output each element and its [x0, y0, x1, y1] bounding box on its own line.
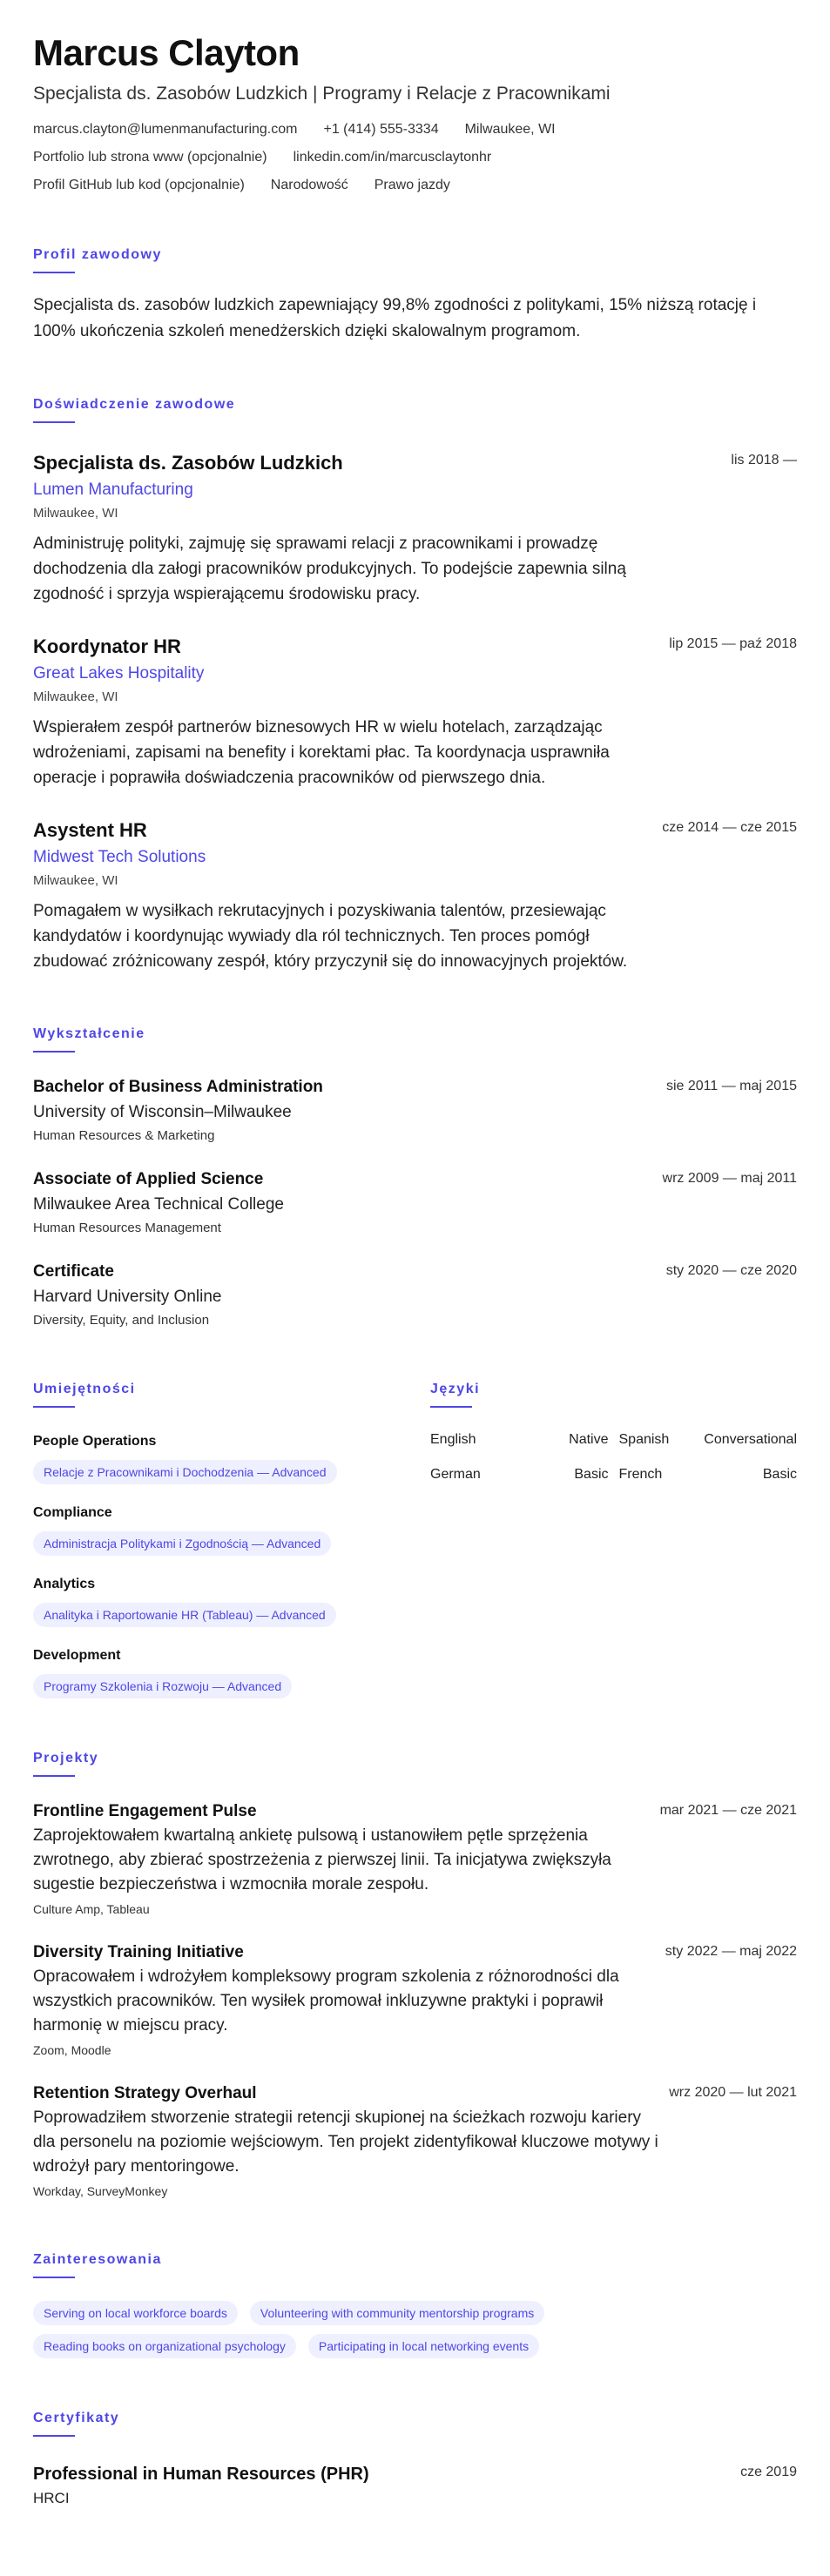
language-list [430, 1430, 797, 1484]
education-entry [33, 1169, 797, 1237]
education-dates: wrz 2009 — maj 2011 [662, 1171, 797, 1186]
contact-row-2 [33, 148, 797, 167]
certification-date: cze 2019 [740, 2465, 797, 2479]
location: Milwaukee, WI [464, 122, 556, 137]
portfolio-link[interactable]: Portfolio lub strona www (opcjonalnie) [33, 150, 267, 165]
phone-number[interactable]: +1 (414) 555-3334 [323, 122, 439, 137]
company-name: Great Lakes Hospitality [33, 664, 205, 683]
certification-entry [33, 2463, 797, 2508]
interest-tag: Participating in local networking events [308, 2334, 539, 2358]
interests-section [33, 2250, 797, 2358]
section-divider [33, 1051, 75, 1053]
job-location: Milwaukee, WI [33, 689, 118, 704]
field-of-study: Diversity, Equity, and Inclusion [33, 1313, 210, 1328]
email-link[interactable]: marcus.clayton@lumenmanufacturing.com [33, 122, 298, 137]
education-entry [33, 1077, 797, 1145]
skill-group [33, 1575, 430, 1627]
certifications-section [33, 2409, 797, 2508]
project-dates: mar 2021 — cze 2021 [659, 1803, 797, 1818]
job-description: Wspierałem zespół partnerów biznesowych HR w wielu hotelach, zarządzając wdrożeniami, zapisami na benefity i korektami płac. Ta koordynacja usprawniła operacje i poprawiła doświadczenia pracowników od pierwszego dnia. [33, 718, 610, 787]
section-title: Wykształcenie [33, 1026, 145, 1041]
linkedin-link[interactable]: linkedin.com/in/marcusclaytonhr [293, 150, 492, 165]
project-dates: wrz 2020 — lut 2021 [669, 2085, 797, 2100]
language-name: English [430, 1432, 476, 1447]
project-entry [33, 1942, 797, 2059]
project-title: Diversity Training Initiative [33, 1943, 244, 1961]
job-dates: cze 2014 — cze 2015 [662, 820, 797, 835]
education-section [33, 1025, 797, 1329]
section-divider [430, 1406, 472, 1408]
project-description: Zaprojektowałem kwartalną ankietę pulsową i ustanowiłem pętle sprzężenia zwrotnego, aby zbierać spostrzeżenia z pierwszej linii. Ta inicjatywa zwiększyła sugestie bezpieczeństwa i wzmocniła morale zespołu. [33, 1826, 611, 1893]
skill-group [33, 1503, 430, 1556]
certification-issuer: HRCI [33, 2490, 70, 2506]
experience-entry [33, 635, 797, 790]
section-divider [33, 421, 75, 423]
section-title: Projekty [33, 1751, 99, 1766]
skill-category: People Operations [33, 1434, 157, 1449]
job-description: Administruję polityki, zajmuję się sprawami relacji z pracownikami i prowadzę dochodzenia dla załogi pracowników produkcyjnych. To podejście zapewnia silną zgodność i sprzyja wspierającemu środowisku pracy. [33, 535, 626, 603]
skill-category: Development [33, 1648, 121, 1663]
job-title: Specjalista ds. Zasobów Ludzkich [33, 452, 343, 474]
section-title: Umiejętności [33, 1382, 136, 1396]
language-item [430, 1465, 609, 1484]
section-title: Zainteresowania [33, 2252, 162, 2267]
experience-entry [33, 451, 797, 607]
section-divider [33, 2277, 75, 2278]
job-title: Asystent HR [33, 819, 147, 841]
company-name: Lumen Manufacturing [33, 481, 193, 499]
skill-group [33, 1432, 430, 1484]
section-title: Doświadczenie zawodowe [33, 397, 236, 412]
interest-tag: Volunteering with community mentorship programs [250, 2301, 544, 2325]
language-level: Native [569, 1432, 609, 1447]
interest-list [33, 2301, 695, 2358]
section-divider [33, 1406, 75, 1408]
field-of-study: Human Resources & Marketing [33, 1128, 215, 1143]
section-divider [33, 1775, 75, 1777]
projects-section [33, 1749, 797, 2200]
driving-license: Prawo jazdy [374, 178, 450, 192]
skill-tag: Programy Szkolenia i Rozwoju — Advanced [33, 1674, 292, 1698]
school-name: Harvard University Online [33, 1288, 222, 1306]
skill-group [33, 1646, 430, 1698]
job-dates: lis 2018 — [731, 453, 797, 467]
education-dates: sty 2020 — cze 2020 [665, 1263, 797, 1278]
header [33, 31, 797, 195]
section-title: Certyfikaty [33, 2411, 120, 2425]
language-item [619, 1465, 798, 1484]
project-entry [33, 1801, 797, 1918]
nationality: Narodowość [270, 178, 348, 192]
job-location: Milwaukee, WI [33, 506, 118, 521]
language-item [430, 1430, 609, 1449]
section-title: Języki [430, 1382, 481, 1396]
skills-languages-row [33, 1380, 797, 1698]
project-description: Poprowadziłem stworzenie strategii retencji skupionej na ścieżkach rozwoju kariery dla personelu na poziomie wejściowym. Ten projekt zidentyfikował kluczowe motywy i wdrożył pary mentoringowe. [33, 2109, 658, 2176]
school-name: Milwaukee Area Technical College [33, 1195, 284, 1214]
school-name: University of Wisconsin–Milwaukee [33, 1103, 292, 1121]
degree: Bachelor of Business Administration [33, 1078, 323, 1096]
skill-tag: Administracja Politykami i Zgodnością — Advanced [33, 1531, 331, 1556]
language-name: German [430, 1467, 481, 1482]
job-dates: lip 2015 — paź 2018 [669, 636, 797, 651]
job-location: Milwaukee, WI [33, 873, 118, 888]
project-title: Retention Strategy Overhaul [33, 2084, 257, 2102]
section-divider [33, 272, 75, 273]
contact-row-3 [33, 176, 797, 195]
education-entry [33, 1261, 797, 1329]
degree: Certificate [33, 1262, 114, 1281]
language-item [619, 1430, 798, 1449]
project-tools: Zoom, Moodle [33, 2043, 111, 2057]
interest-tag: Serving on local workforce boards [33, 2301, 238, 2325]
github-link[interactable]: Profil GitHub lub kod (opcjonalnie) [33, 178, 245, 192]
experience-section [33, 395, 797, 974]
project-entry [33, 2083, 797, 2200]
section-title: Profil zawodowy [33, 247, 162, 262]
skill-tag: Analityka i Raportowanie HR (Tableau) — Advanced [33, 1603, 336, 1627]
language-level: Basic [762, 1467, 797, 1482]
skills-section [33, 1380, 430, 1698]
language-name: Spanish [618, 1432, 670, 1447]
project-title: Frontline Engagement Pulse [33, 1802, 257, 1820]
project-tools: Culture Amp, Tableau [33, 1902, 150, 1916]
certification-title: Professional in Human Resources (PHR) [33, 2465, 369, 2484]
candidate-name: Marcus Clayton [33, 32, 300, 73]
education-dates: sie 2011 — maj 2015 [665, 1079, 797, 1093]
project-tools: Workday, SurveyMonkey [33, 2184, 168, 2198]
job-description: Pomagałem w wysiłkach rekrutacyjnych i pozyskiwania talentów, przesiewając kandydatów i koordynując wywiady dla ról technicznych. Ten proces pomógł zbudować zróżnicowany zespół, który przyczynił się do innowacyjnych projektów. [33, 902, 628, 971]
interest-tag: Reading books on organizational psychology [33, 2334, 296, 2358]
languages-section [430, 1380, 797, 1698]
field-of-study: Human Resources Management [33, 1221, 221, 1235]
profile-section [33, 245, 797, 345]
profile-summary: Specjalista ds. zasobów ludzkich zapewniający 99,8% zgodności z politykami, 15% niższą rotację i 100% ukończenia szkoleń menedżerskich dzięki skalowalnym programom. [33, 296, 757, 340]
degree: Associate of Applied Science [33, 1170, 264, 1188]
experience-entry [33, 818, 797, 974]
language-level: Conversational [704, 1432, 797, 1447]
project-dates: sty 2022 — maj 2022 [665, 1944, 797, 1959]
language-level: Basic [574, 1467, 609, 1482]
job-title: Koordynator HR [33, 636, 181, 657]
skill-category: Analytics [33, 1577, 96, 1591]
section-divider [33, 2435, 75, 2437]
skill-category: Compliance [33, 1505, 112, 1520]
contact-row-1 [33, 120, 797, 139]
skill-tag: Relacje z Pracownikami i Dochodzenia — Advanced [33, 1460, 337, 1484]
headline: Specjalista ds. Zasobów Ludzkich | Programy i Relacje z Pracownikami [33, 84, 611, 104]
project-description: Opracowałem i wdrożyłem kompleksowy program szkolenia z różnorodności dla wszystkich pracowników. Ten wysiłek promował inkluzywne praktyki i poprawił harmonię w miejscu pracy. [33, 1967, 619, 2035]
language-name: French [618, 1467, 663, 1482]
company-name: Midwest Tech Solutions [33, 848, 206, 866]
